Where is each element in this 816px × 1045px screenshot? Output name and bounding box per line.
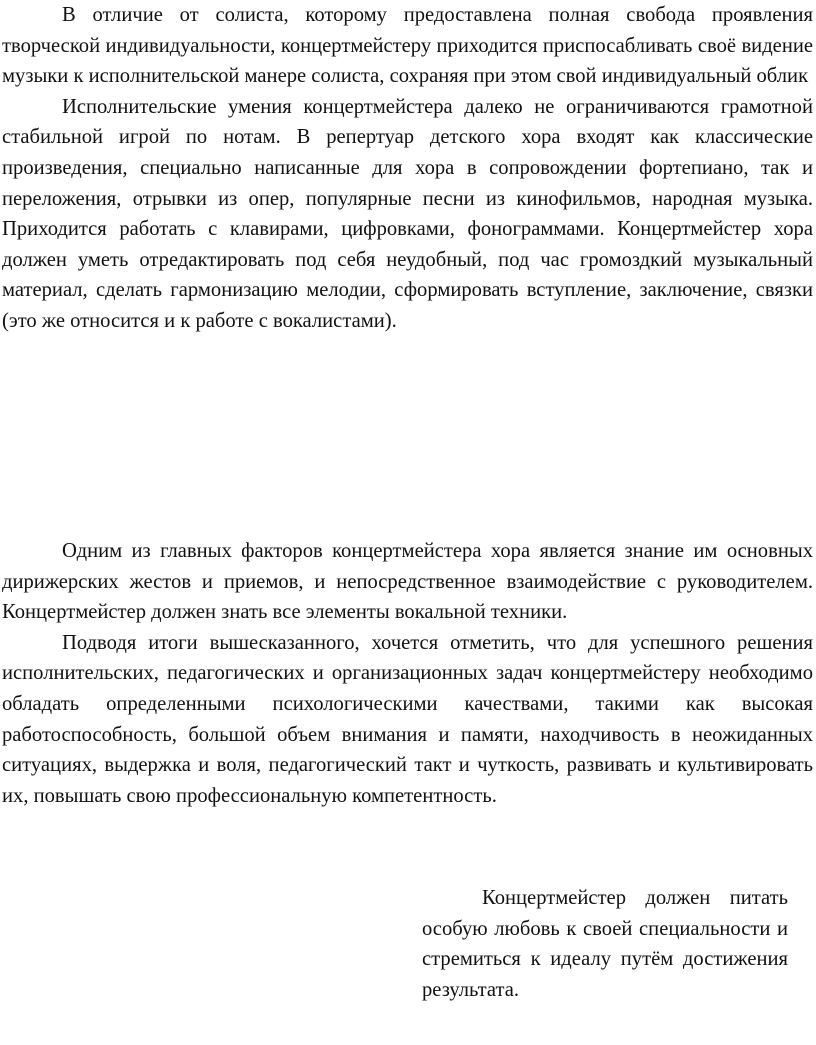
paragraph-performance-skills: Исполнительские умения концертмейстера далеко не ограничиваются грамотной стабильной игрой по нотам. В репертуар детского хора входят как классические произведения, специально написанные для хора в сопровождении фортепиано, так и переложения, отрывки из опер, популярные песни из кинофильмов, народная музыка. Приходится работать с клавирами, цифровками, фонограммами. Концертмейстер хора должен уметь отредактировать под себя неудобный, под час громоздкий музыкальный материал, сделать гармонизацию мелодии, сформировать вступление, заключение, связки (это же относится и к работе с вокалистами). (2, 95, 813, 332)
paragraph-summary: Подводя итоги вышесказанного, хочется отметить, что для успешного решения исполнительских, педагогических и организационных задач концертмейстеру необходимо обладать определенными психологическими качествами, такими как высокая работоспособность, большой объем внимания и памяти, находчивость в неожиданных ситуациях, выдержка и воля, педагогический такт и чуткость, развивать и культивировать их, повышать свою профессиональную компетентность. (2, 631, 813, 807)
paragraph-closing: Концертмейстер должен питать особую любовь к своей специальности и стремиться к идеалу путём достижения результата. (422, 887, 788, 1001)
bottom-text-block (2, 536, 813, 811)
paragraph-conductor-gestures: Одним из главных факторов концертмейстера хора является знание им основных дирижерских жестов и приемов, и непосредственное взаимодействие с руководителем. Концертмейстер должен знать все элементы вокальной техники. (2, 540, 813, 624)
closing-text-block (422, 883, 788, 1005)
top-text-block (2, 0, 813, 337)
paragraph-soloist: В отличие от солиста, которому предоставлена полная свобода проявления творческой индивидуальности, концертмейстеру приходится приспосабливать своё видение музыки к исполнительской манере солиста, сохраняя при этом свой индивидуальный облик (2, 4, 813, 88)
